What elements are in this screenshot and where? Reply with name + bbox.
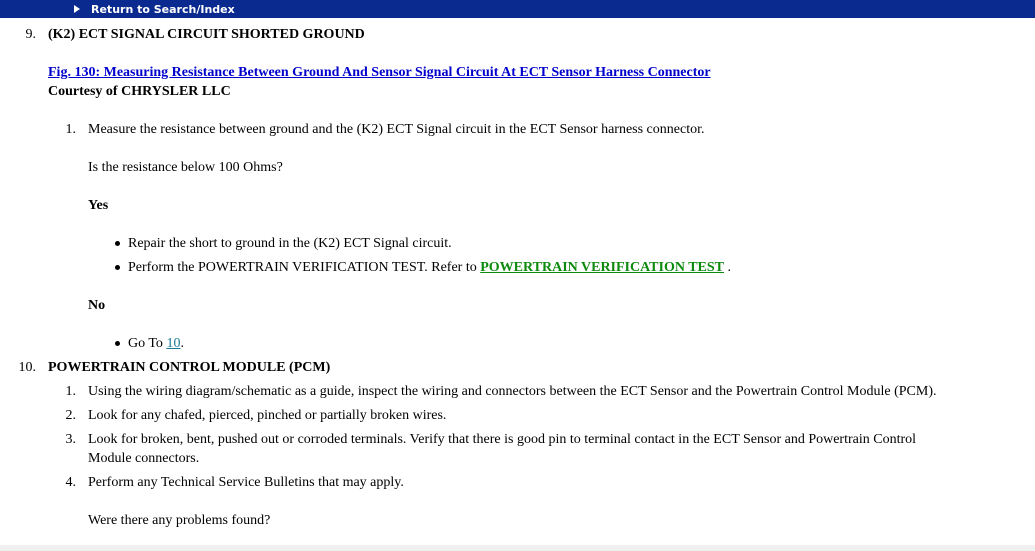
bullet-icon <box>115 341 120 346</box>
step-10-item-4-number: 4. <box>65 475 76 490</box>
step-10-title: POWERTRAIN CONTROL MODULE (PCM) <box>48 360 331 375</box>
perform-prefix: Perform the POWERTRAIN VERIFICATION TEST. Refer to <box>128 260 481 275</box>
triangle-right-icon <box>74 5 80 13</box>
step-9-item-1-text: Measure the resistance between ground and the (K2) ECT Signal circuit in the ECT Sensor harness connector. <box>88 122 705 137</box>
no-bullet-goto <box>128 336 184 352</box>
no-label: No <box>88 298 106 313</box>
step-10-item-3-text-line-1: Look for broken, bent, pushed out or corroded terminals. Verify that there is good pin to terminal contact in the ECT Sensor and Powertrain Control <box>88 432 917 447</box>
yes-bullet-repair: Repair the short to ground in the (K2) ECT Signal circuit. <box>128 236 452 251</box>
courtesy-text: Courtesy of CHRYSLER LLC <box>48 84 231 99</box>
step-10-item-2-number: 2. <box>65 408 76 423</box>
return-to-search-link[interactable] <box>74 1 235 17</box>
step-10-question: Were there any problems found? <box>88 513 271 528</box>
return-link-label: Return to Search/Index <box>91 2 235 16</box>
bullet-icon <box>115 265 120 270</box>
yes-label: Yes <box>88 198 109 213</box>
bullet-icon <box>115 241 120 246</box>
step-10-item-3-number: 3. <box>65 432 76 447</box>
step-9-question: Is the resistance below 100 Ohms? <box>88 160 283 175</box>
figure-130-link[interactable]: Fig. 130: Measuring Resistance Between Ground And Sensor Signal Circuit At ECT Sensor Harness Connector <box>48 65 711 80</box>
goto-suffix: . <box>180 336 184 351</box>
step-9-item-1-number: 1. <box>65 122 76 137</box>
goto-prefix: Go To <box>128 336 167 351</box>
top-nav-bar <box>0 0 1035 18</box>
step-10-number: 10. <box>18 360 36 375</box>
step-10-item-3-text-line-2: Module connectors. <box>88 451 200 466</box>
goto-step-10-link[interactable]: 10 <box>166 336 181 351</box>
step-10-item-4-text: Perform any Technical Service Bulletins that may apply. <box>88 475 404 490</box>
step-10-item-1-text: Using the wiring diagram/schematic as a guide, inspect the wiring and connectors between the ECT Sensor and the Powertrain Control Module (PCM). <box>88 384 937 399</box>
bottom-divider <box>0 545 1035 551</box>
perform-suffix: . <box>724 260 732 275</box>
yes-bullet-perform <box>128 260 731 276</box>
powertrain-verification-test-link[interactable]: POWERTRAIN VERIFICATION TEST <box>480 260 725 275</box>
step-10-item-2-text: Look for any chafed, pierced, pinched or partially broken wires. <box>88 408 447 423</box>
step-10-item-1-number: 1. <box>65 384 76 399</box>
step-9-number: 9. <box>25 27 36 42</box>
step-9-title: (K2) ECT SIGNAL CIRCUIT SHORTED GROUND <box>48 27 365 42</box>
